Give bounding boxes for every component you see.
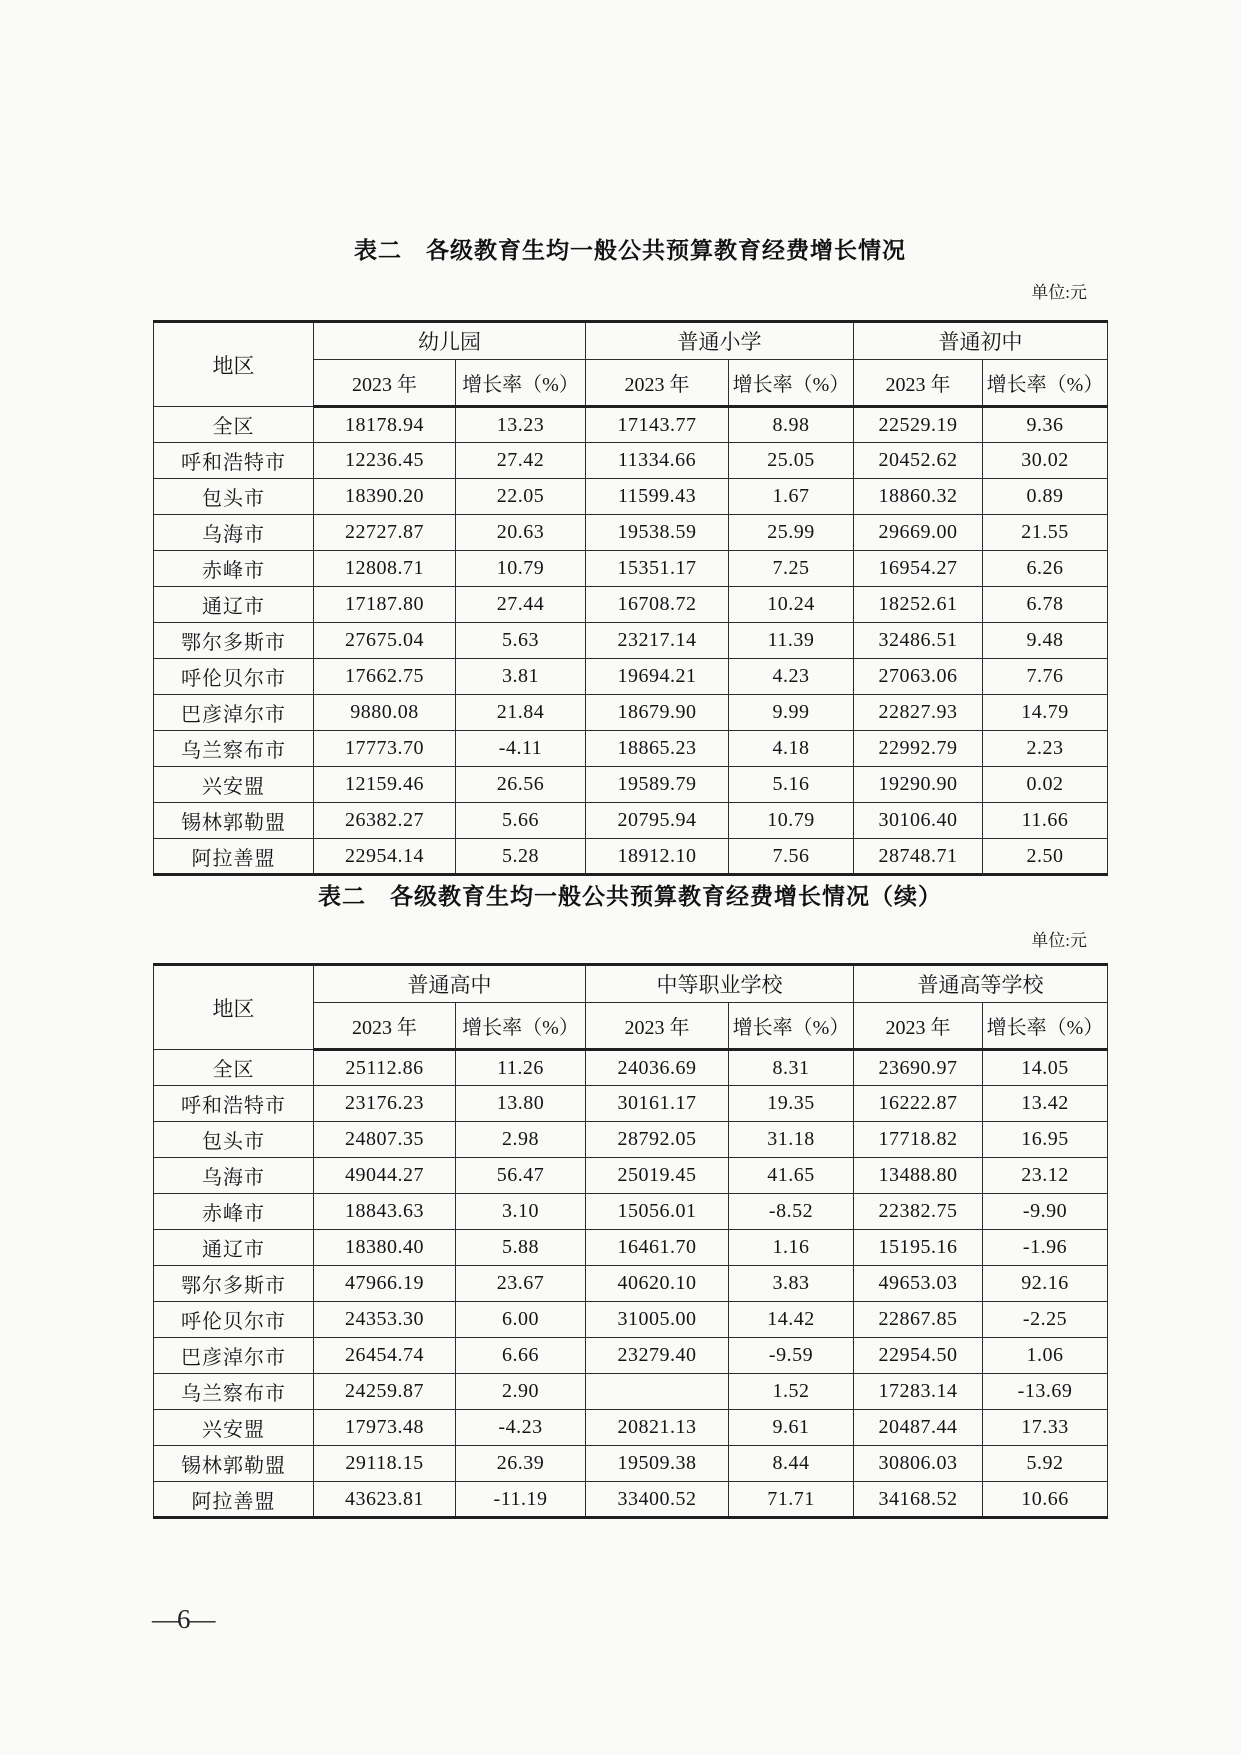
table2-region-header: 地区: [154, 965, 314, 1050]
value-cell: 13488.80: [854, 1158, 983, 1194]
table-row: [154, 1302, 1108, 1338]
value-cell: 29669.00: [854, 515, 983, 551]
table-row: [154, 1266, 1108, 1302]
value-cell: 14.42: [729, 1302, 854, 1338]
region-cell: 全区: [154, 1050, 314, 1086]
value-cell: 18860.32: [854, 479, 983, 515]
value-cell: 12159.46: [314, 767, 456, 803]
value-cell: 8.98: [729, 407, 854, 443]
value-cell: 5.63: [456, 623, 586, 659]
value-cell: 30.02: [983, 443, 1108, 479]
value-cell: 18390.20: [314, 479, 456, 515]
value-cell: 25112.86: [314, 1050, 456, 1086]
region-cell: 乌兰察布市: [154, 731, 314, 767]
value-cell: 22382.75: [854, 1194, 983, 1230]
table1-group-primary: 普通小学: [586, 322, 854, 360]
value-cell: 3.83: [729, 1266, 854, 1302]
value-cell: 14.05: [983, 1050, 1108, 1086]
value-cell: 22954.50: [854, 1338, 983, 1374]
value-cell: 6.78: [983, 587, 1108, 623]
region-cell: 包头市: [154, 479, 314, 515]
table2-group-senior-high: 普通高中: [314, 965, 586, 1003]
value-cell: 17973.48: [314, 1410, 456, 1446]
region-cell: 全区: [154, 407, 314, 443]
table1-unit-label: 单位:元: [1031, 283, 1087, 302]
value-cell: 17718.82: [854, 1122, 983, 1158]
value-cell: 0.89: [983, 479, 1108, 515]
table2-sub-growth: 增长率（%）: [729, 1003, 854, 1050]
value-cell: 28748.71: [854, 839, 983, 875]
value-cell: 12236.45: [314, 443, 456, 479]
table-row: [154, 443, 1108, 479]
value-cell: 7.25: [729, 551, 854, 587]
value-cell: 21.55: [983, 515, 1108, 551]
table1-sub-growth: 增长率（%）: [983, 360, 1108, 407]
value-cell: 15351.17: [586, 551, 729, 587]
value-cell: 13.23: [456, 407, 586, 443]
value-cell: 1.06: [983, 1338, 1108, 1374]
value-cell: 19509.38: [586, 1446, 729, 1482]
table-row: [154, 659, 1108, 695]
value-cell: 32486.51: [854, 623, 983, 659]
region-cell: 呼伦贝尔市: [154, 659, 314, 695]
value-cell: 9880.08: [314, 695, 456, 731]
region-cell: 阿拉善盟: [154, 1482, 314, 1518]
value-cell: 30161.17: [586, 1086, 729, 1122]
value-cell: 18380.40: [314, 1230, 456, 1266]
value-cell: 16708.72: [586, 587, 729, 623]
value-cell: 14.79: [983, 695, 1108, 731]
table1-sub-year: 2023 年: [314, 360, 456, 407]
table-row: [154, 587, 1108, 623]
table-row: [154, 803, 1108, 839]
table1-sub-year: 2023 年: [586, 360, 729, 407]
value-cell: 6.66: [456, 1338, 586, 1374]
value-cell: 1.52: [729, 1374, 854, 1410]
table-row: [154, 731, 1108, 767]
value-cell: 17.33: [983, 1410, 1108, 1446]
table-row: [154, 767, 1108, 803]
region-cell: 包头市: [154, 1122, 314, 1158]
table-row: [154, 839, 1108, 875]
value-cell: 9.99: [729, 695, 854, 731]
value-cell: -4.23: [456, 1410, 586, 1446]
value-cell: 11.66: [983, 803, 1108, 839]
value-cell: 7.56: [729, 839, 854, 875]
region-cell: 赤峰市: [154, 1194, 314, 1230]
value-cell: 24353.30: [314, 1302, 456, 1338]
value-cell: 11.39: [729, 623, 854, 659]
table2-sub-growth: 增长率（%）: [983, 1003, 1108, 1050]
region-cell: 阿拉善盟: [154, 839, 314, 875]
value-cell: -11.19: [456, 1482, 586, 1518]
table-row: [154, 1050, 1108, 1086]
value-cell: 24807.35: [314, 1122, 456, 1158]
value-cell: -8.52: [729, 1194, 854, 1230]
table2-group-vocational: 中等职业学校: [586, 965, 854, 1003]
value-cell: 10.79: [729, 803, 854, 839]
value-cell: 24259.87: [314, 1374, 456, 1410]
region-cell: 呼伦贝尔市: [154, 1302, 314, 1338]
value-cell: 3.81: [456, 659, 586, 695]
table-row: [154, 551, 1108, 587]
value-cell: -1.96: [983, 1230, 1108, 1266]
value-cell: 18679.90: [586, 695, 729, 731]
region-cell: 锡林郭勒盟: [154, 1446, 314, 1482]
table-row: [154, 623, 1108, 659]
value-cell: 56.47: [456, 1158, 586, 1194]
value-cell: 16954.27: [854, 551, 983, 587]
table1-sub-growth: 增长率（%）: [729, 360, 854, 407]
value-cell: 6.26: [983, 551, 1108, 587]
value-cell: 16461.70: [586, 1230, 729, 1266]
value-cell: 18178.94: [314, 407, 456, 443]
value-cell: 3.10: [456, 1194, 586, 1230]
value-cell: 92.16: [983, 1266, 1108, 1302]
value-cell: 22827.93: [854, 695, 983, 731]
value-cell: -13.69: [983, 1374, 1108, 1410]
value-cell: 40620.10: [586, 1266, 729, 1302]
table-row: [154, 1338, 1108, 1374]
value-cell: 18843.63: [314, 1194, 456, 1230]
value-cell: 33400.52: [586, 1482, 729, 1518]
value-cell: 27063.06: [854, 659, 983, 695]
value-cell: 31005.00: [586, 1302, 729, 1338]
table-row: [154, 1194, 1108, 1230]
value-cell: 34168.52: [854, 1482, 983, 1518]
value-cell: 25019.45: [586, 1158, 729, 1194]
value-cell: 26.39: [456, 1446, 586, 1482]
value-cell: 13.42: [983, 1086, 1108, 1122]
value-cell: 0.02: [983, 767, 1108, 803]
value-cell: 17143.77: [586, 407, 729, 443]
region-cell: 巴彦淖尔市: [154, 1338, 314, 1374]
table1-sub-year: 2023 年: [854, 360, 983, 407]
value-cell: 23.67: [456, 1266, 586, 1302]
value-cell: 2.50: [983, 839, 1108, 875]
value-cell: 7.76: [983, 659, 1108, 695]
value-cell: 22867.85: [854, 1302, 983, 1338]
value-cell: 28792.05: [586, 1122, 729, 1158]
table2-sub-growth: 增长率（%）: [456, 1003, 586, 1050]
table2-unit-label: 单位:元: [1031, 931, 1087, 950]
value-cell: 71.71: [729, 1482, 854, 1518]
value-cell: 15195.16: [854, 1230, 983, 1266]
table2-title: 表二 各级教育生均一般公共预算教育经费增长情况（续）: [318, 883, 942, 909]
value-cell: 29118.15: [314, 1446, 456, 1482]
region-cell: 鄂尔多斯市: [154, 623, 314, 659]
table-row: [154, 1482, 1108, 1518]
table1-group-junior: 普通初中: [854, 322, 1108, 360]
value-cell: 22954.14: [314, 839, 456, 875]
table-row: [154, 515, 1108, 551]
table2-body: [154, 1050, 1108, 1518]
value-cell: 27675.04: [314, 623, 456, 659]
value-cell: 10.66: [983, 1482, 1108, 1518]
value-cell: 17283.14: [854, 1374, 983, 1410]
value-cell: 20487.44: [854, 1410, 983, 1446]
value-cell: 17773.70: [314, 731, 456, 767]
value-cell: 18865.23: [586, 731, 729, 767]
value-cell: 20821.13: [586, 1410, 729, 1446]
value-cell: 10.24: [729, 587, 854, 623]
value-cell: 17187.80: [314, 587, 456, 623]
value-cell: 26454.74: [314, 1338, 456, 1374]
value-cell: [586, 1374, 729, 1410]
value-cell: 26382.27: [314, 803, 456, 839]
value-cell: 30106.40: [854, 803, 983, 839]
value-cell: 2.23: [983, 731, 1108, 767]
value-cell: 2.98: [456, 1122, 586, 1158]
value-cell: 49044.27: [314, 1158, 456, 1194]
value-cell: 41.65: [729, 1158, 854, 1194]
value-cell: 9.36: [983, 407, 1108, 443]
table-row: [154, 1122, 1108, 1158]
value-cell: 13.80: [456, 1086, 586, 1122]
value-cell: 22727.87: [314, 515, 456, 551]
value-cell: 4.18: [729, 731, 854, 767]
value-cell: 6.00: [456, 1302, 586, 1338]
page-number: —6—: [152, 1604, 214, 1634]
value-cell: 5.92: [983, 1446, 1108, 1482]
region-cell: 乌兰察布市: [154, 1374, 314, 1410]
region-cell: 兴安盟: [154, 767, 314, 803]
value-cell: 1.16: [729, 1230, 854, 1266]
value-cell: 10.79: [456, 551, 586, 587]
value-cell: 22.05: [456, 479, 586, 515]
table-row: [154, 479, 1108, 515]
value-cell: 25.05: [729, 443, 854, 479]
value-cell: 9.48: [983, 623, 1108, 659]
value-cell: 23690.97: [854, 1050, 983, 1086]
value-cell: 31.18: [729, 1122, 854, 1158]
value-cell: 23.12: [983, 1158, 1108, 1194]
region-cell: 锡林郭勒盟: [154, 803, 314, 839]
value-cell: 23217.14: [586, 623, 729, 659]
value-cell: 5.28: [456, 839, 586, 875]
value-cell: -9.90: [983, 1194, 1108, 1230]
value-cell: 15056.01: [586, 1194, 729, 1230]
region-cell: 呼和浩特市: [154, 1086, 314, 1122]
value-cell: 4.23: [729, 659, 854, 695]
value-cell: 8.44: [729, 1446, 854, 1482]
region-cell: 鄂尔多斯市: [154, 1266, 314, 1302]
value-cell: 20452.62: [854, 443, 983, 479]
table1-region-header: 地区: [154, 322, 314, 407]
value-cell: 19538.59: [586, 515, 729, 551]
table2-group-header-row: [154, 965, 1108, 1003]
table-row: [154, 1446, 1108, 1482]
table-row: [154, 695, 1108, 731]
value-cell: 23279.40: [586, 1338, 729, 1374]
value-cell: 17662.75: [314, 659, 456, 695]
table1-group-header-row: [154, 322, 1108, 360]
value-cell: 1.67: [729, 479, 854, 515]
table-row: [154, 1374, 1108, 1410]
value-cell: 30806.03: [854, 1446, 983, 1482]
region-cell: 呼和浩特市: [154, 443, 314, 479]
value-cell: 5.16: [729, 767, 854, 803]
value-cell: 25.99: [729, 515, 854, 551]
table-row: [154, 407, 1108, 443]
value-cell: 22992.79: [854, 731, 983, 767]
value-cell: 9.61: [729, 1410, 854, 1446]
value-cell: 11334.66: [586, 443, 729, 479]
value-cell: -4.11: [456, 731, 586, 767]
table1-group-kindergarten: 幼儿园: [314, 322, 586, 360]
value-cell: -2.25: [983, 1302, 1108, 1338]
value-cell: 20.63: [456, 515, 586, 551]
region-cell: 通辽市: [154, 1230, 314, 1266]
table2-sub-year: 2023 年: [586, 1003, 729, 1050]
table1-body: [154, 407, 1108, 875]
value-cell: 19290.90: [854, 767, 983, 803]
value-cell: 24036.69: [586, 1050, 729, 1086]
value-cell: 19.35: [729, 1086, 854, 1122]
table-row: [154, 1410, 1108, 1446]
region-cell: 乌海市: [154, 1158, 314, 1194]
region-cell: 乌海市: [154, 515, 314, 551]
table2-group-higher-ed: 普通高等学校: [854, 965, 1108, 1003]
value-cell: 18252.61: [854, 587, 983, 623]
value-cell: 27.44: [456, 587, 586, 623]
table2-sub-year: 2023 年: [314, 1003, 456, 1050]
value-cell: 5.66: [456, 803, 586, 839]
table-row: [154, 1086, 1108, 1122]
table1-title: 表二 各级教育生均一般公共预算教育经费增长情况: [354, 237, 906, 263]
value-cell: 18912.10: [586, 839, 729, 875]
value-cell: 20795.94: [586, 803, 729, 839]
value-cell: 23176.23: [314, 1086, 456, 1122]
table-row: [154, 1230, 1108, 1266]
value-cell: 19694.21: [586, 659, 729, 695]
value-cell: 26.56: [456, 767, 586, 803]
table2: [153, 963, 1108, 1519]
table1: [153, 320, 1108, 876]
value-cell: 47966.19: [314, 1266, 456, 1302]
table-row: [154, 1158, 1108, 1194]
value-cell: 49653.03: [854, 1266, 983, 1302]
value-cell: 12808.71: [314, 551, 456, 587]
value-cell: 11599.43: [586, 479, 729, 515]
value-cell: 43623.81: [314, 1482, 456, 1518]
value-cell: 2.90: [456, 1374, 586, 1410]
value-cell: -9.59: [729, 1338, 854, 1374]
region-cell: 兴安盟: [154, 1410, 314, 1446]
table2-sub-year: 2023 年: [854, 1003, 983, 1050]
value-cell: 21.84: [456, 695, 586, 731]
value-cell: 22529.19: [854, 407, 983, 443]
value-cell: 5.88: [456, 1230, 586, 1266]
region-cell: 巴彦淖尔市: [154, 695, 314, 731]
value-cell: 16222.87: [854, 1086, 983, 1122]
value-cell: 8.31: [729, 1050, 854, 1086]
table1-sub-growth: 增长率（%）: [456, 360, 586, 407]
region-cell: 赤峰市: [154, 551, 314, 587]
value-cell: 19589.79: [586, 767, 729, 803]
value-cell: 16.95: [983, 1122, 1108, 1158]
value-cell: 27.42: [456, 443, 586, 479]
region-cell: 通辽市: [154, 587, 314, 623]
value-cell: 11.26: [456, 1050, 586, 1086]
